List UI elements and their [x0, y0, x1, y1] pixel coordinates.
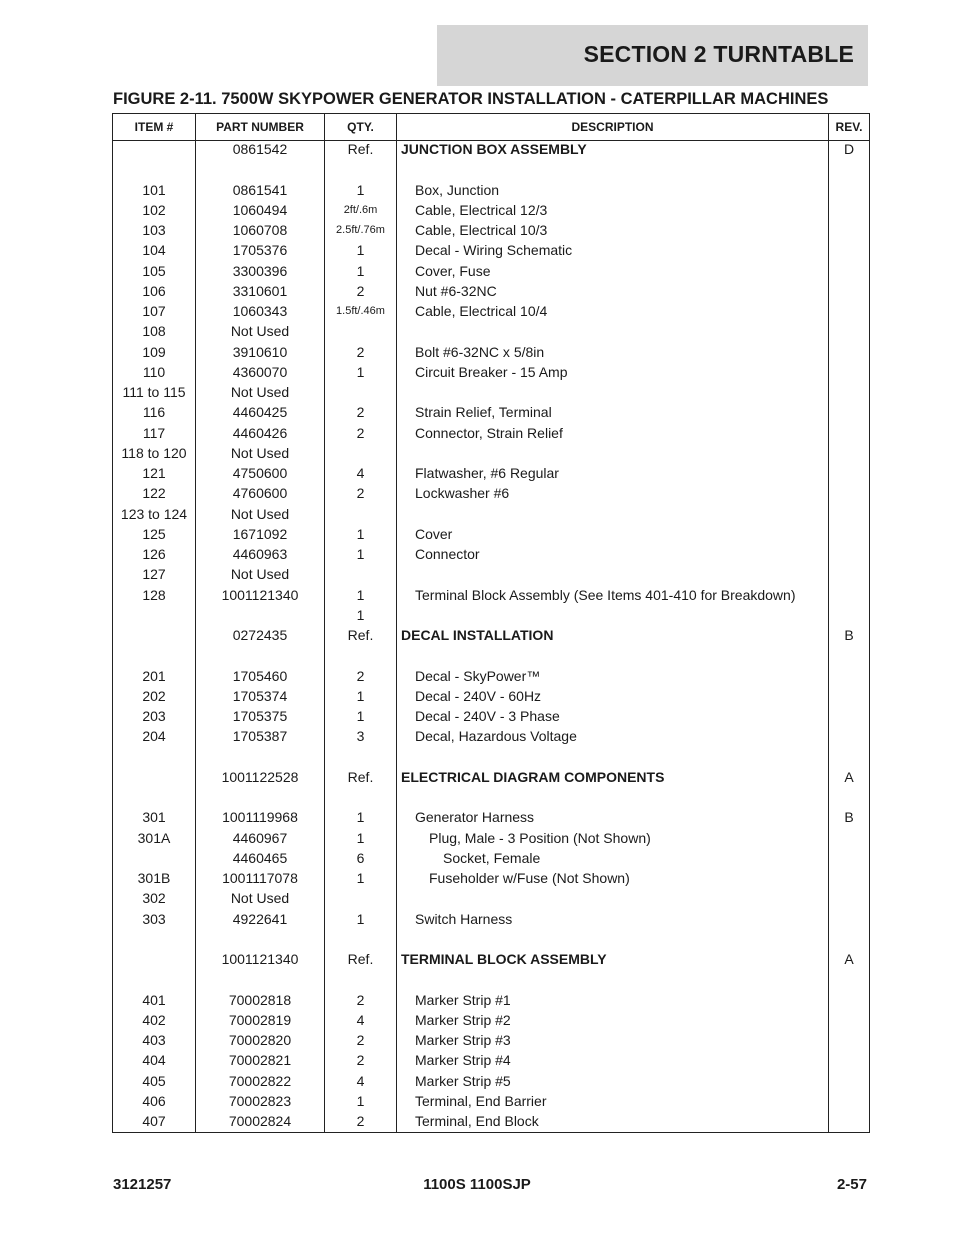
description-cell: Generator Harness — [415, 809, 535, 826]
description-cell: Connector, Strain Relief — [415, 424, 563, 441]
description-cell: Marker Strip #2 — [415, 1011, 511, 1028]
item-cell: 106 — [142, 282, 166, 299]
description-cell: DECAL INSTALLATION — [401, 627, 554, 643]
rev-cell: A — [844, 951, 854, 967]
qty-cell: 1 — [356, 606, 365, 623]
section-header-band — [437, 25, 868, 86]
table-row — [113, 807, 869, 827]
part-number-cell: 4460425 — [232, 404, 288, 421]
description-cell: Marker Strip #5 — [415, 1072, 511, 1089]
part-number-cell: 0861541 — [232, 181, 288, 198]
description-cell: Lockwasher #6 — [415, 485, 510, 502]
table-row — [113, 706, 869, 726]
table-row — [113, 929, 869, 949]
qty-cell: 1 — [356, 262, 365, 279]
description-cell: Box, Junction — [415, 181, 500, 198]
part-number-cell: Not Used — [230, 444, 290, 461]
item-cell: 103 — [142, 222, 166, 238]
table-row — [113, 1030, 869, 1050]
header-item: ITEM # — [134, 120, 174, 134]
table-row — [113, 402, 869, 422]
description-cell: Decal - 240V - 60Hz — [415, 687, 542, 704]
description-cell: Decal - Wiring Schematic — [415, 242, 573, 259]
qty-cell: Ref. — [347, 627, 374, 643]
qty-cell: 2ft/.6m — [343, 203, 378, 216]
table-row — [113, 909, 869, 929]
part-number-cell: 1705376 — [232, 242, 288, 259]
item-cell: 303 — [142, 910, 166, 927]
description-cell: Terminal Block Assembly (See Items 401-410 for Breakdown) — [415, 586, 796, 603]
table-row — [113, 443, 869, 463]
item-cell: 125 — [142, 525, 166, 542]
part-number-cell: 3300396 — [232, 262, 288, 279]
part-number-cell: 1705375 — [232, 708, 288, 724]
table-row — [113, 868, 869, 888]
description-cell: Bolt #6-32NC x 5/8in — [415, 343, 545, 360]
description-cell: Cable, Electrical 10/4 — [415, 303, 548, 319]
part-number-cell: 4460426 — [232, 424, 288, 441]
rev-cell: D — [843, 141, 855, 157]
qty-cell: 1 — [356, 242, 365, 259]
part-number-cell: 4460967 — [232, 829, 288, 846]
part-number-cell: 70002824 — [228, 1113, 292, 1129]
item-cell: 126 — [142, 546, 166, 562]
qty-cell: 4 — [356, 1072, 365, 1089]
footer-doc-number: 3121257 — [113, 1176, 172, 1193]
qty-cell: 2 — [356, 1052, 365, 1069]
rev-cell: B — [844, 809, 854, 826]
table-row — [113, 1091, 869, 1111]
header-part-number: PART NUMBER — [216, 120, 304, 134]
item-cell: 401 — [142, 991, 166, 1008]
item-cell: 121 — [142, 465, 166, 481]
table-row — [113, 990, 869, 1010]
part-number-cell: 1060708 — [232, 222, 288, 238]
item-cell: 202 — [142, 687, 166, 704]
table-row — [113, 362, 869, 382]
part-number-cell: 70002819 — [228, 1011, 292, 1028]
item-cell: 406 — [142, 1092, 166, 1109]
item-cell: 201 — [142, 667, 166, 684]
part-number-cell: 1705374 — [232, 687, 288, 704]
table-row — [113, 139, 869, 159]
description-cell: Marker Strip #4 — [415, 1052, 511, 1069]
qty-cell: 4 — [356, 465, 365, 481]
part-number-cell: 70002818 — [228, 991, 292, 1008]
part-number-cell: 70002822 — [228, 1072, 292, 1089]
table-row — [113, 180, 869, 200]
qty-cell: 1 — [356, 708, 365, 724]
part-number-cell: Not Used — [230, 566, 290, 583]
qty-cell: 2 — [356, 1032, 365, 1048]
qty-cell: 2.5ft/.76m — [336, 224, 385, 236]
qty-cell: 1 — [356, 181, 365, 198]
item-cell: 128 — [142, 586, 166, 603]
part-number-cell: 1001119968 — [222, 809, 298, 826]
item-cell: 203 — [142, 708, 166, 724]
qty-cell: 3 — [356, 728, 365, 745]
table-row — [113, 949, 869, 969]
qty-cell: 2 — [356, 485, 365, 502]
table-row — [113, 1010, 869, 1030]
part-number-cell: 1060494 — [232, 201, 288, 218]
table-row — [113, 281, 869, 301]
table-row — [113, 159, 869, 179]
qty-cell: 2 — [356, 667, 365, 684]
footer-page-number: 2-57 — [836, 1176, 867, 1193]
qty-cell: 2 — [356, 424, 365, 441]
table-row — [113, 483, 869, 503]
part-number-cell: 1001121340 — [221, 951, 299, 967]
qty-cell: 1 — [356, 586, 365, 603]
item-cell: 301B — [137, 870, 171, 886]
part-number-cell: 0272435 — [232, 627, 288, 643]
part-number-cell: 4922641 — [232, 910, 288, 927]
table-row — [113, 625, 869, 645]
qty-cell: 4 — [356, 1011, 365, 1028]
item-cell: 402 — [142, 1011, 166, 1028]
description-cell: Terminal, End Block — [415, 1113, 539, 1129]
table-row — [113, 261, 869, 281]
table-row — [113, 787, 869, 807]
description-cell: Cable, Electrical 10/3 — [415, 222, 548, 238]
part-number-cell: 1705387 — [232, 728, 288, 745]
item-cell: 110 — [142, 363, 166, 380]
item-cell: 301A — [137, 829, 171, 846]
description-cell: Cover, Fuse — [415, 262, 491, 279]
description-cell: Nut #6-32NC — [415, 282, 497, 299]
description-cell: TERMINAL BLOCK ASSEMBLY — [401, 951, 607, 967]
description-cell: Socket, Female — [443, 849, 541, 866]
description-cell: Fuseholder w/Fuse (Not Shown) — [429, 870, 630, 886]
parts-table — [112, 113, 870, 1133]
description-cell: Marker Strip #1 — [415, 991, 511, 1008]
qty-cell: 1 — [356, 910, 365, 927]
description-cell: Cover — [415, 525, 453, 542]
description-cell: ELECTRICAL DIAGRAM COMPONENTS — [401, 768, 665, 785]
table-row — [113, 423, 869, 443]
table-row — [113, 1111, 869, 1131]
description-cell: Connector — [415, 546, 480, 562]
item-cell: 117 — [142, 424, 166, 441]
item-cell: 404 — [142, 1052, 166, 1069]
table-row — [113, 828, 869, 848]
item-cell: 101 — [142, 181, 166, 198]
description-cell: Plug, Male - 3 Position (Not Shown) — [429, 829, 651, 846]
part-number-cell: Not Used — [230, 384, 290, 400]
part-number-cell: 1060343 — [232, 303, 288, 319]
table-row — [113, 969, 869, 989]
qty-cell: 1 — [356, 525, 365, 542]
description-cell: Circuit Breaker - 15 Amp — [415, 363, 568, 380]
header-rev: REV. — [835, 120, 863, 134]
table-row — [113, 524, 869, 544]
table-row — [113, 382, 869, 402]
header-qty: QTY. — [347, 120, 374, 134]
part-number-cell: 70002823 — [228, 1092, 292, 1109]
header-description: DESCRIPTION — [571, 120, 654, 134]
description-cell: Flatwasher, #6 Regular — [415, 465, 559, 481]
item-cell: 403 — [142, 1032, 166, 1048]
table-row — [113, 1071, 869, 1091]
item-cell: 102 — [142, 201, 166, 218]
part-number-cell: 4360070 — [232, 363, 288, 380]
table-row — [113, 220, 869, 240]
table-row — [113, 321, 869, 341]
part-number-cell: 70002820 — [228, 1032, 292, 1048]
table-row — [113, 605, 869, 625]
table-row — [113, 585, 869, 605]
description-cell: Terminal, End Barrier — [415, 1092, 547, 1109]
qty-cell: 2 — [356, 1113, 365, 1129]
item-cell: 204 — [142, 728, 166, 745]
table-row — [113, 645, 869, 665]
qty-cell: 2 — [356, 343, 365, 360]
part-number-cell: 4460465 — [232, 849, 288, 866]
part-number-cell: 4460963 — [232, 546, 288, 562]
table-row — [113, 342, 869, 362]
qty-cell: 1 — [356, 829, 365, 846]
description-cell: Marker Strip #3 — [415, 1032, 511, 1048]
table-row — [113, 888, 869, 908]
table-row — [113, 726, 869, 746]
item-cell: 122 — [142, 485, 166, 502]
qty-cell: 2 — [356, 991, 365, 1008]
qty-cell: Ref. — [347, 768, 374, 785]
part-number-cell: 4750600 — [232, 465, 288, 481]
qty-cell: 1 — [356, 1092, 365, 1109]
description-cell: Cable, Electrical 12/3 — [415, 201, 548, 218]
table-row — [113, 747, 869, 767]
table-body — [113, 139, 869, 1131]
part-number-cell: 0861542 — [232, 141, 288, 157]
part-number-cell: 1671092 — [232, 525, 288, 542]
part-number-cell: 70002821 — [228, 1052, 292, 1069]
rev-cell: B — [844, 627, 854, 643]
qty-cell: 1 — [356, 363, 365, 380]
qty-cell: 1.5ft/.46m — [336, 305, 385, 317]
item-cell: 105 — [142, 262, 166, 279]
qty-cell: 1 — [356, 687, 365, 704]
rev-cell: A — [844, 768, 854, 785]
part-number-cell: 4760600 — [232, 485, 288, 502]
description-cell: Strain Relief, Terminal — [415, 404, 552, 421]
qty-cell: 1 — [356, 870, 365, 886]
qty-cell: 6 — [356, 849, 365, 866]
description-cell: JUNCTION BOX ASSEMBLY — [401, 141, 587, 157]
description-cell: Switch Harness — [415, 910, 513, 927]
figure-title: FIGURE 2-11. 7500W SKYPOWER GENERATOR INSTALLATION - CATERPILLAR MACHINES — [113, 90, 829, 108]
table-row — [113, 544, 869, 564]
table-row — [113, 504, 869, 524]
description-cell: Decal - SkyPower™ — [415, 667, 541, 684]
description-cell: Decal, Hazardous Voltage — [415, 728, 577, 745]
item-cell: 127 — [142, 566, 166, 583]
item-cell: 116 — [142, 404, 166, 421]
qty-cell: Ref. — [347, 951, 374, 967]
table-row — [113, 301, 869, 321]
qty-cell: 1 — [356, 546, 365, 562]
item-cell: 104 — [142, 242, 166, 259]
item-cell: 302 — [142, 890, 166, 907]
qty-cell: 2 — [356, 282, 365, 299]
part-number-cell: 1705460 — [232, 667, 288, 684]
section-title: SECTION 2 TURNTABLE — [583, 41, 854, 67]
part-number-cell: 1001121340 — [221, 586, 299, 603]
item-cell: 123 to 124 — [120, 505, 188, 522]
table-row — [113, 240, 869, 260]
item-cell: 407 — [142, 1113, 166, 1129]
table-row — [113, 686, 869, 706]
footer-models: 1100S 1100SJP — [423, 1176, 531, 1193]
table-row — [113, 200, 869, 220]
part-number-cell: Not Used — [230, 505, 290, 522]
item-cell: 108 — [142, 323, 166, 340]
item-cell: 301 — [142, 809, 166, 826]
item-cell: 118 to 120 — [121, 444, 187, 461]
item-cell: 405 — [142, 1072, 166, 1089]
part-number-cell: Not Used — [230, 890, 290, 907]
table-row — [113, 848, 869, 868]
qty-cell: 1 — [356, 809, 365, 826]
part-number-cell: 1001117078 — [222, 870, 298, 886]
table-row — [113, 767, 869, 787]
table-row — [113, 564, 869, 584]
table-row — [113, 1050, 869, 1070]
part-number-cell: Not Used — [230, 323, 290, 340]
part-number-cell: 1001122528 — [221, 768, 299, 785]
qty-cell: Ref. — [347, 141, 374, 157]
item-cell: 111 to 115 — [122, 384, 186, 400]
qty-cell: 2 — [356, 404, 365, 421]
part-number-cell: 3910610 — [232, 343, 288, 360]
part-number-cell: 3310601 — [232, 282, 288, 299]
table-row — [113, 463, 869, 483]
description-cell: Decal - 240V - 3 Phase — [415, 708, 560, 724]
table-row — [113, 666, 869, 686]
item-cell: 109 — [142, 343, 166, 360]
item-cell: 107 — [142, 303, 166, 319]
